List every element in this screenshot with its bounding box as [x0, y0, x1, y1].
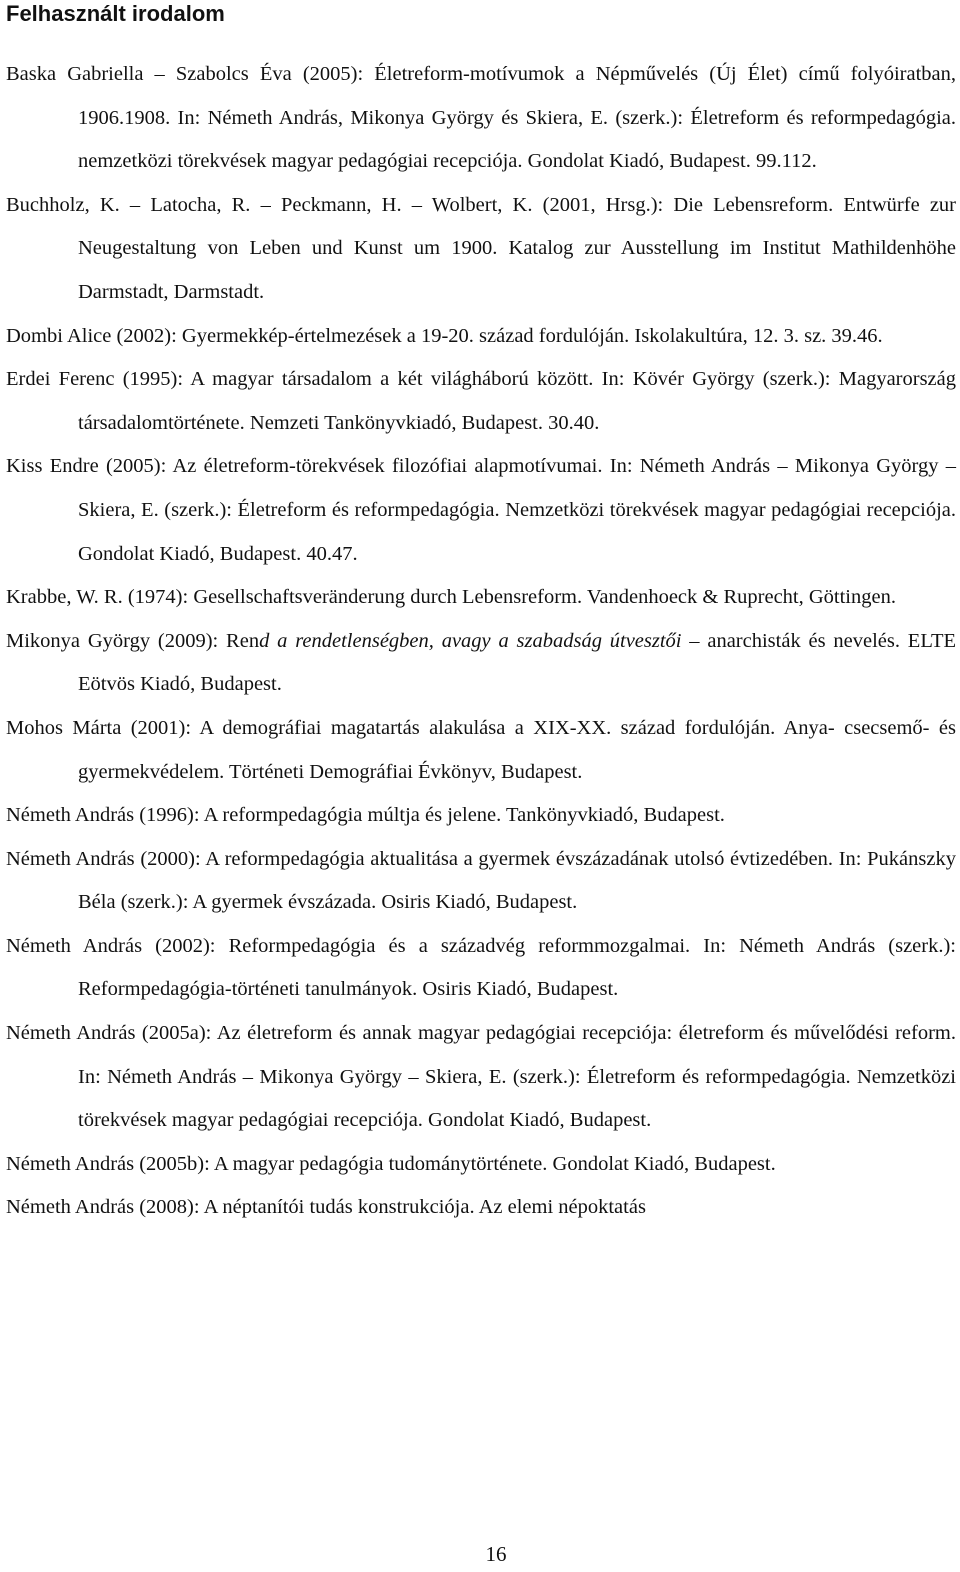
section-heading: Felhasznált irodalom	[6, 1, 225, 26]
reference-entry: Krabbe, W. R. (1974): Gesellschaftsveränderung durch Lebensreform. Vandenhoeck & Ruprecht, Göttingen.	[6, 586, 896, 609]
reference-text: – anarchisták és nevelés. ELTE Eötvös Kiadó, Budapest.	[78, 629, 956, 696]
reference-entry: Németh András (2000): A reformpedagógia aktualitása a gyermek évszázadának utolsó évtizedében. In: Pukánszky Béla (szerk.): A gyermek évszázada. Osiris Kiadó, Budapest.	[6, 847, 956, 914]
reference-entry: Erdei Ferenc (1995): A magyar társadalom a két világháború között. In: Kövér György (szerk.): Magyarország társadalomtörténete. Nemzeti Tankönyvkiadó, Budapest. 30.40.	[6, 368, 956, 434]
reference-entry: Németh András (2002): Reformpedagógia és a századvég reformmozgalmai. In: Németh András (szerk.): Reformpedagógia-történeti tanulmányok. Osiris Kiadó, Budapest.	[6, 934, 956, 1001]
reference-entry	[0, 620, 960, 707]
reference-list	[0, 53, 960, 1230]
reference-text: Mikonya György (2009): Ren	[6, 629, 260, 652]
reference-entry: Németh András (2005a): Az életreform és annak magyar pedagógiai recepciója: életreform és művelődési reform. In: Németh András – Mikonya György – Skiera, E. (szerk.): Életreform és reformpedagógia. Nemzetközi törekvések magyar pedagógiai recepciója. Gondolat Kiadó, Budapest.	[6, 1022, 956, 1132]
reference-title-italic: d a rendetlenségben, avagy a szabadság útvesztői	[259, 629, 682, 652]
reference-entry: Kiss Endre (2005): Az életreform-törekvések filozófiai alapmotívumai. In: Németh András – Mikonya György – Skiera, E. (szerk.): Életreform és reformpedagógia. Nemzetközi törekvések magyar pedagógiai recepciója. Gondolat Kiadó, Budapest. 40.47.	[6, 455, 956, 565]
reference-entry: Németh András (1996): A reformpedagógia múltja és jelene. Tankönyvkiadó, Budapest.	[6, 804, 725, 827]
page-number: 16	[485, 1542, 507, 1566]
reference-entry: Németh András (2005b): A magyar pedagógia tudománytörténete. Gondolat Kiadó, Budapest.	[6, 1152, 776, 1175]
reference-entry: Baska Gabriella – Szabolcs Éva (2005): Életreform-motívumok a Népművelés (Új Élet) című folyóiratban, 1906.1908. In: Németh András, Mikonya György és Skiera, E. (szerk.): Életreform és reformpedagógia. nemzetközi törekvések magyar pedagógiai recepciója. Gondolat Kiadó, Budapest. 99.112.	[6, 63, 956, 173]
reference-entry: Buchholz, K. – Latocha, R. – Peckmann, H. – Wolbert, K. (2001, Hrsg.): Die Lebensreform. Entwürfe zur Neugestaltung von Leben und Kunst um 1900. Katalog zur Ausstellung im Institut Mathildenhöhe Darmstadt, Darmstadt.	[6, 193, 956, 303]
reference-entry: Németh András (2008): A néptanítói tudás konstrukciója. Az elemi népoktatás	[6, 1196, 646, 1219]
reference-entry: Mohos Márta (2001): A demográfiai magatartás alakulása a XIX-XX. század fordulóján. Anya- csecsemő- és gyermekvédelem. Történeti Demográfiai Évkönyv, Budapest.	[6, 716, 956, 783]
reference-entry: Dombi Alice (2002): Gyermekkép-értelmezések a 19-20. század fordulóján. Iskolakultúra, 12. 3. sz. 39.46.	[6, 324, 883, 347]
